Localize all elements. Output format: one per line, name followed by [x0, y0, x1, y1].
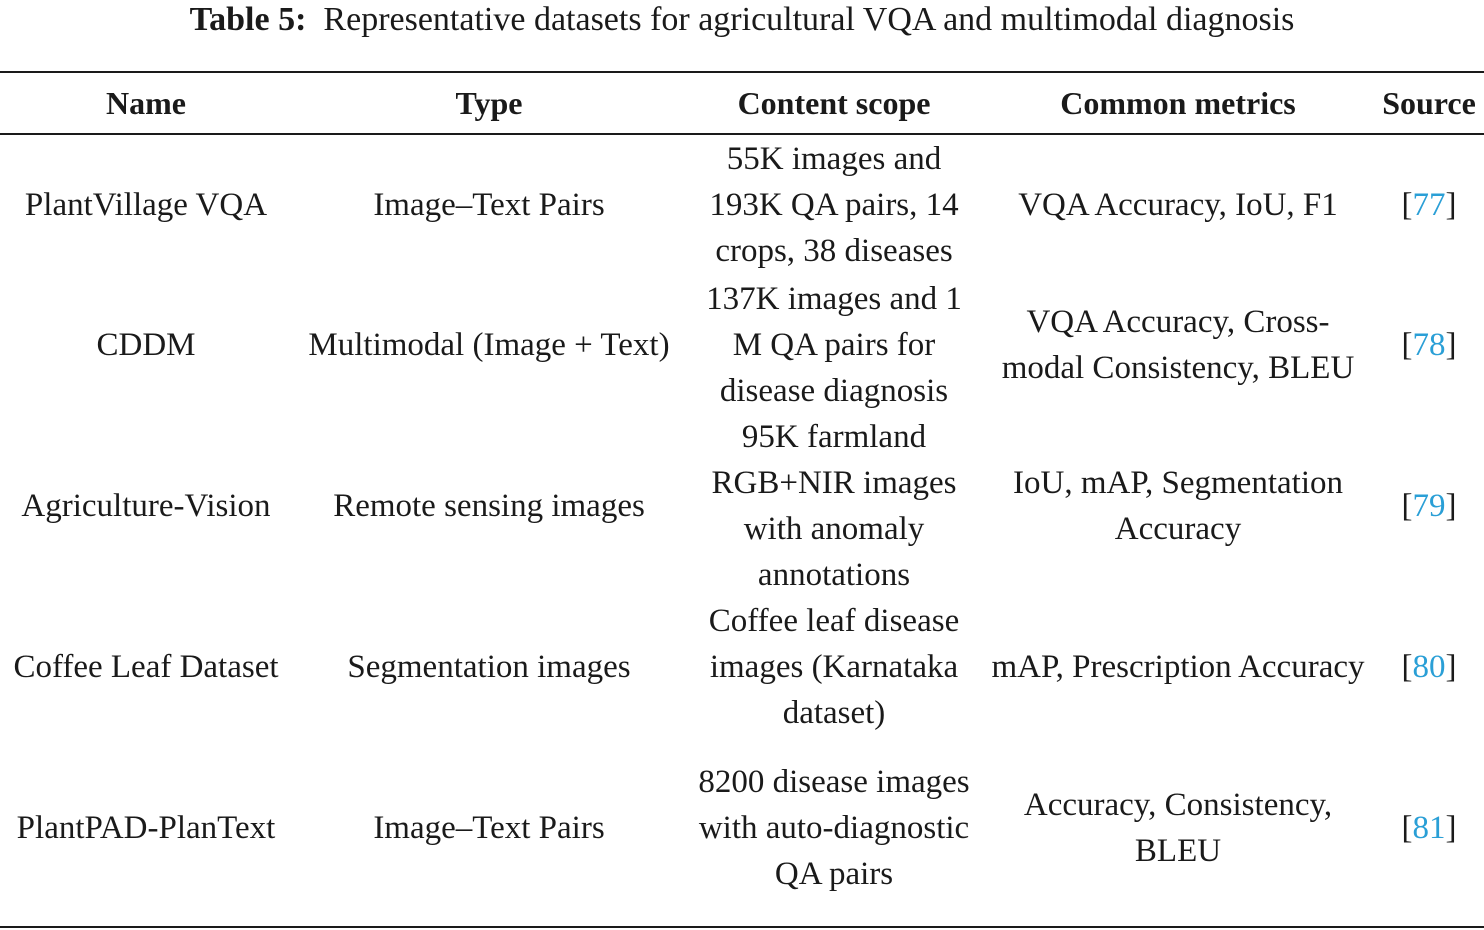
- cell-content-scope: 137K images and 1 M QA pairs for disease diagnosis: [706, 281, 962, 409]
- cell-type: Image–Text Pairs: [373, 186, 605, 223]
- citation-link[interactable]: 79: [1412, 488, 1446, 524]
- cell-type: Image–Text Pairs: [373, 810, 605, 846]
- cell-source: [80]: [1401, 649, 1457, 685]
- table-row: [0, 598, 1484, 736]
- table-row: [0, 414, 1484, 598]
- header-content-scope: Content scope: [737, 85, 931, 121]
- table-title: Representative datasets for agricultural VQA and multimodal diagnosis: [323, 1, 1295, 38]
- table-row: [0, 133, 1484, 276]
- cell-name: Coffee Leaf Dataset: [13, 649, 279, 685]
- cell-name: CDDM: [96, 327, 196, 363]
- header-row: [0, 73, 1484, 133]
- header-name: Name: [106, 85, 186, 121]
- cell-metrics: IoU, mAP, Segmentation Accuracy: [1013, 465, 1343, 547]
- citation-link[interactable]: 78: [1412, 327, 1446, 363]
- table-row: [0, 736, 1484, 920]
- cell-type: Multimodal (Image + Text): [308, 327, 670, 363]
- header-common-metrics: Common metrics: [1060, 85, 1296, 121]
- table-row: [0, 276, 1484, 414]
- cell-metrics: mAP, Prescription Accuracy: [991, 649, 1365, 685]
- citation-link[interactable]: 77: [1412, 186, 1446, 223]
- header-source: Source: [1382, 85, 1476, 121]
- cell-content-scope: 8200 disease images with auto-diagnostic QA pairs: [698, 764, 970, 892]
- header-type: Type: [455, 85, 523, 121]
- cell-name: PlantPAD-PlanText: [16, 810, 276, 846]
- cell-source: [81]: [1401, 810, 1457, 846]
- cell-content-scope: Coffee leaf disease images (Karnataka dataset): [708, 603, 960, 731]
- cell-source: [79]: [1401, 488, 1457, 524]
- cell-type: Remote sensing images: [333, 488, 645, 524]
- cell-content-scope: 55K images and 193K QA pairs, 14 crops, 38 diseases: [709, 140, 959, 269]
- cell-name: Agriculture-Vision: [21, 488, 271, 524]
- cell-source: [78]: [1401, 327, 1457, 363]
- cell-source: [77]: [1401, 186, 1457, 223]
- citation-link[interactable]: 81: [1412, 810, 1446, 846]
- table-label: Table 5:: [189, 1, 307, 38]
- cell-metrics: Accuracy, Consistency, BLEU: [1023, 787, 1333, 869]
- citation-link[interactable]: 80: [1412, 649, 1446, 685]
- cell-content-scope: 95K farmland RGB+NIR images with anomaly annotations: [711, 419, 957, 593]
- cell-type: Segmentation images: [347, 649, 631, 685]
- table-caption: [0, 0, 1484, 40]
- cell-metrics: VQA Accuracy, Cross-modal Consistency, BLEU: [1001, 304, 1355, 386]
- cell-metrics: VQA Accuracy, IoU, F1: [1018, 186, 1338, 223]
- cell-name: PlantVillage VQA: [24, 186, 268, 223]
- datasets-table: [0, 73, 1484, 920]
- bottom-rule: [0, 926, 1484, 928]
